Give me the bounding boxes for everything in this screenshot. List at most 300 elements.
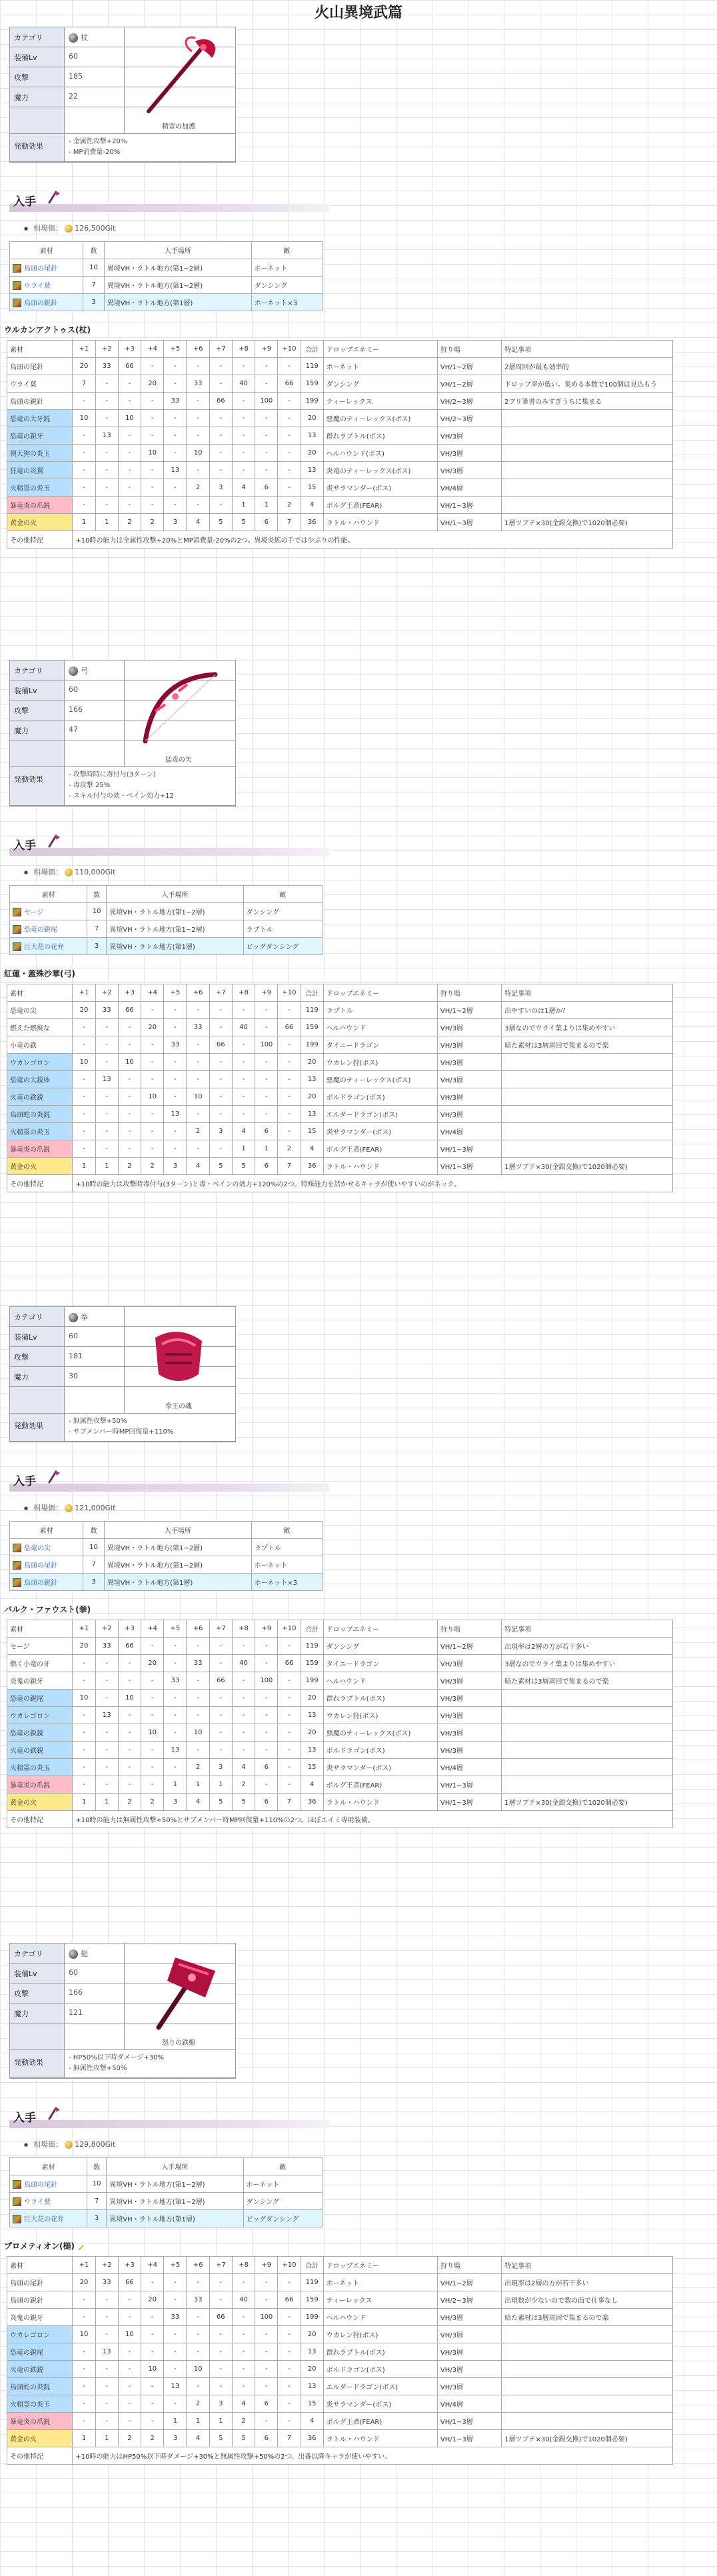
upgrade-count-cell: -	[118, 2291, 141, 2309]
special-note: 出現率は2層の方が若干多い	[502, 1638, 673, 1655]
upgrade-count-cell: 3	[164, 1794, 187, 1811]
upgrade-count-cell: -	[255, 1776, 278, 1794]
pencil-icon[interactable]	[77, 2243, 85, 2251]
stats-value-magic: 30	[65, 1367, 125, 1386]
total-cell: 13	[301, 1071, 323, 1088]
special-note: 2層周回が最も効率的	[502, 358, 673, 375]
effect-values	[65, 134, 235, 161]
upgrade-count-cell: -	[73, 393, 95, 410]
effect-item: - 毒攻撃 25%	[69, 780, 231, 791]
upgrade-count-cell: -	[118, 1088, 141, 1106]
drop-material: 暴竜炎の爪鋭	[7, 1776, 73, 1794]
material-name[interactable]	[10, 920, 87, 938]
upgrade-count-cell: -	[255, 1106, 278, 1123]
upgrade-count-cell: 4	[187, 1158, 209, 1175]
effect-list	[65, 2050, 235, 2077]
table-row	[7, 2326, 673, 2343]
material-name[interactable]	[10, 294, 83, 311]
stats-key-magic: 魔力	[10, 720, 65, 740]
material-count: 10	[87, 903, 106, 920]
total-cell: 20	[301, 1690, 323, 1707]
footer-row	[7, 531, 673, 549]
upgrade-count-cell: -	[278, 1707, 301, 1724]
special-note	[502, 1054, 673, 1071]
table-row	[10, 1574, 323, 1591]
upgrade-count-cell: -	[232, 2309, 255, 2326]
hunting-area: VH/3層	[437, 1690, 501, 1707]
effect-item: - スキル付与の効・ベイン効力+12	[69, 791, 231, 802]
material-count: 3	[83, 1574, 105, 1591]
upgrade-count-cell: -	[73, 497, 95, 514]
material-name[interactable]	[10, 1539, 83, 1556]
drop-material: ウカレゴロン	[7, 1707, 73, 1724]
drop-material: 鳥頭蛇の炎鋭	[7, 2378, 73, 2395]
total-cell: 13	[301, 2343, 323, 2361]
upgrade-count-cell: 13	[95, 2343, 118, 2361]
stats-value-magic: 47	[65, 720, 125, 740]
upgrade-count-cell: 10	[73, 410, 95, 427]
material-label[interactable]: セージ	[24, 908, 44, 916]
total-cell: 36	[301, 514, 323, 531]
upgrade-count-cell: -	[187, 2378, 209, 2395]
material-enemy: ダンシング	[243, 903, 322, 920]
drop-table-header: +9	[255, 341, 278, 358]
upgrade-count-cell: -	[255, 445, 278, 462]
stats-key-effect: 発動効果	[10, 2050, 65, 2077]
market-price	[24, 2139, 116, 2149]
skill-name: 精霊の加護	[162, 123, 195, 131]
material-name[interactable]	[10, 277, 83, 294]
stats-key-equip_lv: 装備Lv	[10, 1327, 65, 1346]
drop-table-header: ドロップエネミー	[323, 984, 437, 1002]
material-name[interactable]	[10, 2175, 87, 2193]
upgrade-count-cell: 66	[118, 358, 141, 375]
material-enemy: ラプトル	[243, 920, 322, 938]
stats-key-effect: 発動効果	[10, 1414, 65, 1441]
drop-material: 恐竜の鋭鋭	[7, 1724, 73, 1742]
drop-enemy: ホーネット	[323, 2274, 437, 2291]
upgrade-count-cell: -	[232, 1690, 255, 1707]
price-label: 相場価：	[33, 2140, 63, 2149]
category-value: 拳	[81, 1313, 88, 1322]
material-label[interactable]: 巨大花の花弁	[24, 943, 64, 951]
drop-enemy: ボルグ王者(FEAR)	[323, 2413, 437, 2430]
upgrade-count-cell: -	[73, 1759, 95, 1776]
special-note	[502, 1759, 673, 1776]
drop-table-header: +4	[141, 1620, 164, 1638]
upgrade-count-cell: -	[141, 2274, 164, 2291]
upgrade-count-cell: 13	[95, 427, 118, 445]
table-row	[7, 1742, 673, 1759]
upgrade-count-cell: -	[278, 1036, 301, 1054]
upgrade-count-cell: 2	[187, 1759, 209, 1776]
upgrade-count-cell: 4	[187, 1794, 209, 1811]
upgrade-count-cell: -	[209, 1742, 232, 1759]
upgrade-count-cell: 13	[164, 2378, 187, 2395]
material-enemy: ホーネット×3	[251, 1574, 322, 1591]
upgrade-count-cell: 6	[255, 2430, 278, 2447]
material-label[interactable]: ウライ葉	[24, 2198, 51, 2206]
material-label[interactable]: ウライ葉	[24, 282, 51, 290]
total-cell: 13	[301, 462, 323, 479]
table-row	[7, 1019, 673, 1036]
upgrade-count-cell: 4	[232, 1759, 255, 1776]
upgrade-count-cell: 2	[232, 2413, 255, 2430]
table-row	[7, 2430, 673, 2447]
material-icon	[13, 1578, 21, 1587]
upgrade-count-cell: -	[164, 2274, 187, 2291]
material-label[interactable]: 鳥頭の尾針	[24, 2181, 57, 2189]
obtain-section-header	[9, 2105, 329, 2128]
upgrade-count-cell: 66	[118, 2274, 141, 2291]
upgrade-count-cell: 6	[255, 1759, 278, 1776]
upgrade-count-cell: 2	[141, 514, 164, 531]
special-note	[502, 2343, 673, 2361]
materials-header: 数	[83, 242, 105, 259]
upgrade-count-cell: -	[118, 1140, 141, 1158]
special-note	[502, 1776, 673, 1794]
material-name[interactable]	[10, 938, 87, 955]
obtain-section-header	[9, 189, 329, 212]
upgrade-count-cell: -	[141, 479, 164, 497]
upgrade-count-cell: 1	[95, 1158, 118, 1175]
special-note	[502, 1106, 673, 1123]
drop-table-header: +5	[164, 341, 187, 358]
hunting-area: VH/3層	[437, 1019, 501, 1036]
weapon-silhouette-icon	[47, 189, 61, 204]
drop-enemy: ラトル・ハウンド	[323, 1794, 437, 1811]
drop-material: 炎鬼の鋭牙	[7, 2309, 73, 2326]
material-count: 10	[83, 259, 105, 277]
upgrade-count-cell: -	[95, 479, 118, 497]
drop-material: ウライ葉	[7, 375, 73, 393]
upgrade-count-cell: -	[73, 1036, 95, 1054]
upgrade-count-cell: -	[141, 1002, 164, 1019]
upgrade-count-cell: 2	[187, 479, 209, 497]
drop-material: 火竜の鉄鋭	[7, 2361, 73, 2378]
stats-key-attack: 攻撃	[10, 1347, 65, 1366]
upgrade-count-cell: -	[118, 1071, 141, 1088]
special-note	[502, 1690, 673, 1707]
hunting-area: VH/3層	[437, 1655, 501, 1672]
material-name[interactable]	[10, 259, 83, 277]
material-icon	[13, 925, 21, 934]
upgrade-count-cell: 1	[73, 514, 95, 531]
drop-material: 燃えた燃焼な	[7, 1019, 73, 1036]
material-count: 10	[83, 1539, 105, 1556]
upgrade-count-cell: 13	[95, 1071, 118, 1088]
drop-table-header: +8	[232, 984, 255, 1002]
table-row	[10, 1556, 323, 1574]
stats-value-category	[65, 1307, 125, 1326]
upgrade-count-cell: -	[232, 1742, 255, 1759]
hunting-area: VH/1~3層	[437, 514, 501, 531]
obtain-heading: 入手	[13, 2111, 36, 2125]
upgrade-count-cell: -	[278, 1054, 301, 1071]
upgrade-count-cell: -	[255, 1638, 278, 1655]
total-cell: 36	[301, 2430, 323, 2447]
upgrade-count-cell: 66	[278, 375, 301, 393]
material-place: 異境VH・ラトル地方(第1~2層)	[107, 2175, 243, 2193]
upgrade-count-cell: -	[141, 1776, 164, 1794]
upgrade-table-title	[4, 968, 75, 979]
table-row	[7, 358, 673, 375]
stats-value-equip_lv: 60	[65, 1963, 125, 1983]
upgrade-drop-table	[7, 340, 673, 549]
upgrade-count-cell: -	[255, 462, 278, 479]
upgrade-count-cell: -	[209, 2361, 232, 2378]
drop-material: 鳥頭の鋭針	[7, 2291, 73, 2309]
drop-table-header: +7	[209, 984, 232, 1002]
upgrade-count-cell: -	[141, 497, 164, 514]
stats-key-equip_lv: 装備Lv	[10, 47, 65, 67]
material-place: 異境VH・ラトル地方(第1層)	[107, 938, 243, 955]
upgrade-count-cell: -	[95, 1655, 118, 1672]
upgrade-count-cell: -	[118, 375, 141, 393]
upgrade-count-cell: -	[209, 1054, 232, 1071]
special-note: 1層ツブテ×30(金銀交換)で1020個必要)	[502, 1794, 673, 1811]
materials-header: 入手場所	[104, 242, 251, 259]
total-cell: 20	[301, 1088, 323, 1106]
upgrade-count-cell: 1	[187, 1776, 209, 1794]
drop-table-header: 特記事項	[502, 2257, 673, 2274]
page-title: 火山異境武篇	[314, 4, 402, 21]
upgrade-count-cell: -	[255, 2413, 278, 2430]
special-note	[502, 2395, 673, 2413]
materials-table	[9, 1521, 323, 1591]
materials-header: 入手場所	[107, 886, 243, 903]
drop-material: 小竜の鉄	[7, 1036, 73, 1054]
upgrade-count-cell: -	[187, 1071, 209, 1088]
upgrade-count-cell: -	[232, 1672, 255, 1690]
drop-enemy: ウカレン狩(ボス)	[323, 1054, 437, 1071]
upgrade-count-cell: 4	[187, 514, 209, 531]
upgrade-count-cell: 3	[209, 1123, 232, 1140]
materials-header: 素材	[10, 2158, 87, 2175]
upgrade-count-cell: -	[95, 2413, 118, 2430]
upgrade-count-cell: -	[164, 358, 187, 375]
drop-enemy: 群れラプトル(ボス)	[323, 1690, 437, 1707]
material-name[interactable]	[10, 2193, 87, 2210]
upgrade-count-cell: -	[187, 2309, 209, 2326]
category-value: 杖	[81, 33, 88, 42]
material-place: 異境VH・ラトル地方(第1~2層)	[107, 920, 243, 938]
material-label[interactable]: 鳥頭の鋭針	[24, 1579, 57, 1587]
drop-material: 朝天狗の炎玉	[7, 445, 73, 462]
drop-table-header: +10	[278, 341, 301, 358]
upgrade-count-cell: -	[255, 2291, 278, 2309]
upgrade-count-cell: -	[164, 1759, 187, 1776]
weapon-silhouette-icon	[47, 2105, 61, 2120]
drop-table-header: +1	[73, 2257, 95, 2274]
upgrade-count-cell: 2	[118, 514, 141, 531]
category-icon	[69, 1313, 78, 1322]
upgrade-count-cell: -	[255, 358, 278, 375]
material-icon	[13, 264, 21, 273]
upgrade-count-cell: -	[141, 2326, 164, 2343]
upgrade-count-cell: -	[232, 393, 255, 410]
upgrade-table-title	[4, 2240, 85, 2251]
upgrade-count-cell: 1	[73, 2430, 95, 2447]
material-label[interactable]: 鳥頭の鋭針	[24, 299, 57, 307]
upgrade-count-cell: -	[73, 1106, 95, 1123]
drop-material: 狂竜の炎翼	[7, 462, 73, 479]
skill-name: 怒りの鉄槌	[162, 2039, 195, 2047]
weapon-stats-box	[9, 1943, 236, 2079]
total-cell: 13	[301, 1707, 323, 1724]
drop-material: 鳥頭の尾針	[7, 358, 73, 375]
upgrade-count-cell: -	[187, 1054, 209, 1071]
drop-table-header: 特記事項	[502, 1620, 673, 1638]
special-note	[502, 1707, 673, 1724]
material-name[interactable]	[10, 1556, 83, 1574]
upgrade-count-cell: 100	[255, 2309, 278, 2326]
drop-enemy: 悪魔のティーレックス(ボス)	[323, 410, 437, 427]
drop-material: 恐竜の尖	[7, 1002, 73, 1019]
drop-enemy: エルダードラゴン(ボス)	[323, 2378, 437, 2395]
material-icon	[13, 2215, 21, 2223]
special-note	[502, 1088, 673, 1106]
upgrade-count-cell: 1	[209, 2413, 232, 2430]
upgrade-count-cell: -	[209, 2291, 232, 2309]
upgrade-count-cell: -	[95, 445, 118, 462]
upgrade-count-cell: -	[278, 1759, 301, 1776]
upgrade-count-cell: -	[95, 1088, 118, 1106]
material-name[interactable]	[10, 903, 87, 920]
upgrade-count-cell: -	[232, 358, 255, 375]
upgrade-count-cell: -	[164, 1002, 187, 1019]
drop-enemy: エルダードラゴン(ボス)	[323, 1106, 437, 1123]
special-note	[502, 462, 673, 479]
drop-enemy: ボルグ王者(FEAR)	[323, 1140, 437, 1158]
upgrade-count-cell: -	[187, 427, 209, 445]
upgrade-table-title	[4, 324, 91, 335]
upgrade-count-cell: -	[278, 2413, 301, 2430]
upgrade-count-cell: 10	[187, 1724, 209, 1742]
upgrade-count-cell: 33	[95, 2274, 118, 2291]
upgrade-count-cell: 2	[187, 1123, 209, 1140]
hunting-area: VH/3層	[437, 1088, 501, 1106]
material-place: 異境VH・ラトル地方(第1~2層)	[107, 903, 243, 920]
material-name[interactable]	[10, 2210, 87, 2227]
upgrade-count-cell: 5	[232, 1794, 255, 1811]
material-label[interactable]: 恐竜の鋭尾	[24, 926, 57, 934]
category-icon	[69, 1949, 78, 1959]
table-row	[10, 259, 323, 277]
upgrade-count-cell: -	[232, 1036, 255, 1054]
hunting-area: VH/3層	[437, 1054, 501, 1071]
drop-enemy: ウカレン狩(ボス)	[323, 1707, 437, 1724]
total-cell: 119	[301, 1002, 323, 1019]
upgrade-count-cell: -	[141, 1071, 164, 1088]
upgrade-count-cell: -	[118, 1655, 141, 1672]
drop-table-header: +3	[118, 2257, 141, 2274]
total-cell: 159	[301, 2291, 323, 2309]
upgrade-count-cell: -	[141, 1742, 164, 1759]
drop-enemy: タイニードラゴン	[323, 1655, 437, 1672]
upgrade-count-cell: -	[118, 2343, 141, 2361]
stats-value-attack: 166	[65, 700, 125, 720]
upgrade-count-cell: 20	[141, 1019, 164, 1036]
price-value: 121,000Git	[75, 1504, 116, 1512]
footer-row	[7, 1811, 673, 1828]
hunting-area: VH/3層	[437, 427, 501, 445]
drop-table-header: +1	[73, 984, 95, 1002]
upgrade-count-cell: -	[73, 1123, 95, 1140]
upgrade-count-cell: -	[278, 2395, 301, 2413]
total-cell: 4	[301, 497, 323, 514]
upgrade-count-cell: -	[187, 497, 209, 514]
drop-enemy: ティーレックス	[323, 2291, 437, 2309]
material-icon	[13, 281, 21, 290]
drop-table-header: +6	[187, 341, 209, 358]
upgrade-count-cell: -	[118, 2361, 141, 2378]
drop-material: ウカレゴロン	[7, 2326, 73, 2343]
material-label[interactable]: 鳥頭の尾針	[24, 1562, 57, 1570]
upgrade-count-cell: -	[95, 1672, 118, 1690]
drop-table-header: +9	[255, 984, 278, 1002]
upgrade-count-cell: -	[118, 1106, 141, 1123]
obtain-heading: 入手	[13, 839, 36, 852]
upgrade-count-cell: 1	[187, 2413, 209, 2430]
drop-enemy: ラトル・ハウンド	[323, 1158, 437, 1175]
upgrade-count-cell: -	[73, 462, 95, 479]
stats-value-attack: 185	[65, 67, 125, 87]
upgrade-count-cell: -	[255, 1088, 278, 1106]
upgrade-count-cell: -	[255, 1742, 278, 1759]
material-label[interactable]: 巨大花の花弁	[24, 2215, 64, 2223]
upgrade-count-cell: 20	[73, 1002, 95, 1019]
hunting-area: VH/3層	[437, 462, 501, 479]
hunting-area: VH/3層	[437, 1036, 501, 1054]
drop-enemy: ボルグ王者(FEAR)	[323, 497, 437, 514]
special-note: 3層なのでウライ葉よりは集めやすい	[502, 1019, 673, 1036]
category-icon	[69, 666, 78, 676]
upgrade-count-cell: -	[164, 1088, 187, 1106]
upgrade-count-cell: -	[95, 1123, 118, 1140]
upgrade-count-cell: -	[164, 445, 187, 462]
upgrade-count-cell: 3	[164, 2430, 187, 2447]
upgrade-count-cell: -	[232, 2378, 255, 2395]
drop-enemy: 炎サラマンダー(ボス)	[323, 1123, 437, 1140]
total-cell: 159	[301, 1019, 323, 1036]
material-label[interactable]: 恐竜の尖	[24, 1544, 51, 1552]
upgrade-count-cell: -	[164, 1019, 187, 1036]
upgrade-count-cell: -	[141, 2309, 164, 2326]
stats-row-effect	[10, 2050, 235, 2078]
drop-table-header: +3	[118, 984, 141, 1002]
upgrade-count-cell: -	[118, 2395, 141, 2413]
weapon-silhouette-icon	[47, 833, 61, 848]
upgrade-count-cell: -	[278, 479, 301, 497]
hunting-area: VH/3層	[437, 2378, 501, 2395]
upgrade-count-cell: -	[278, 445, 301, 462]
upgrade-count-cell: 6	[255, 1123, 278, 1140]
upgrade-count-cell: 1	[255, 1140, 278, 1158]
material-name[interactable]	[10, 1574, 83, 1591]
table-row	[7, 1707, 673, 1724]
materials-header: 数	[83, 1522, 105, 1539]
special-note	[502, 1724, 673, 1742]
stats-value-equip_lv: 60	[65, 1327, 125, 1346]
upgrade-count-cell: -	[141, 2413, 164, 2430]
upgrade-count-cell: -	[164, 1707, 187, 1724]
hunting-area: VH/1~3層	[437, 2413, 501, 2430]
upgrade-count-cell: -	[209, 1690, 232, 1707]
drop-enemy: 群れラプトル(ボス)	[323, 2343, 437, 2361]
material-label[interactable]: 鳥頭の尾針	[24, 265, 57, 273]
drop-table-header: +5	[164, 984, 187, 1002]
